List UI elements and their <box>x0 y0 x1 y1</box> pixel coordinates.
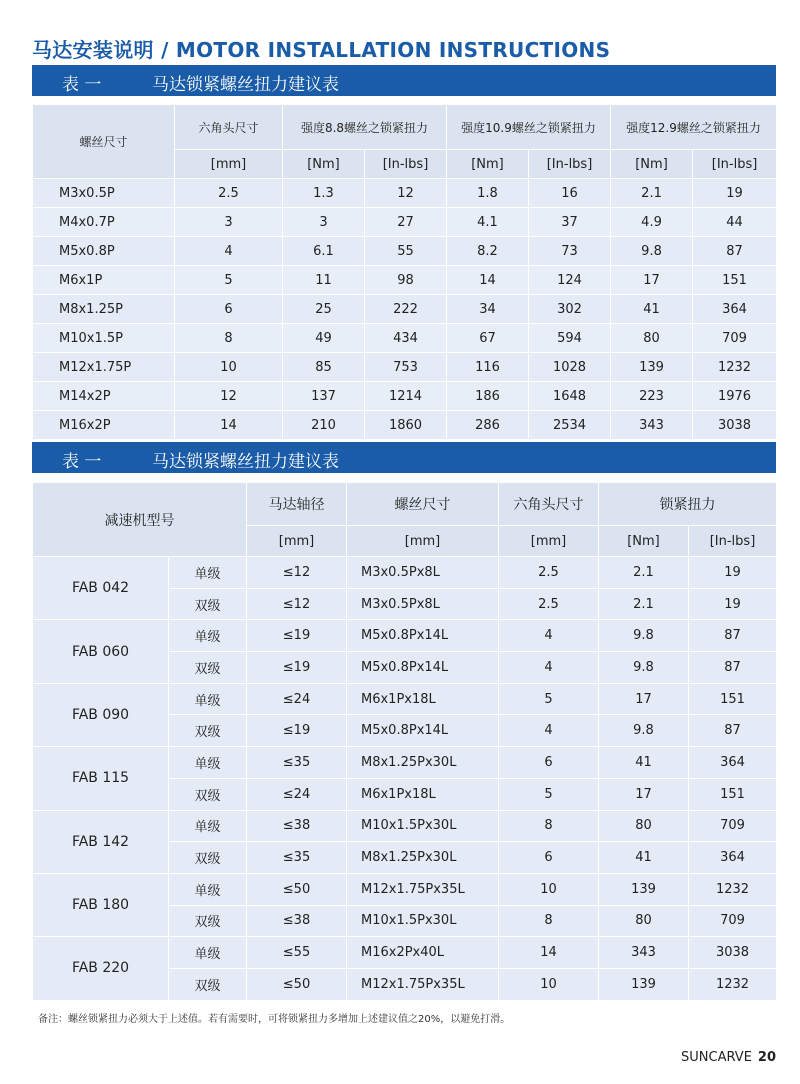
cell-grade-10-9-nm: 14 <box>447 266 529 295</box>
cell-grade-12-9-in-lbs: 1232 <box>693 353 777 382</box>
cell-torque-nm: 2.1 <box>599 557 689 589</box>
table-row <box>33 382 777 411</box>
cell-bolt-size: M3x0.5Px8L <box>347 557 499 589</box>
cell-grade-10-9-in-lbs: 594 <box>529 324 611 353</box>
cell-screw-size: M16x2P <box>33 411 175 440</box>
unit-nm: [Nm] <box>283 150 365 179</box>
cell-torque-nm: 80 <box>599 905 689 937</box>
cell-grade-8-8-in-lbs: 1214 <box>365 382 447 411</box>
cell-grade-12-9-in-lbs: 19 <box>693 179 777 208</box>
cell-hex-size: 10 <box>499 968 599 1000</box>
cell-stage: 双级 <box>169 968 247 1000</box>
unit-in-lbs: [In-lbs] <box>365 150 447 179</box>
cell-torque-in-lbs: 87 <box>689 652 777 684</box>
cell-torque-nm: 139 <box>599 873 689 905</box>
cell-grade-12-9-nm: 2.1 <box>611 179 693 208</box>
cell-grade-8-8-nm: 6.1 <box>283 237 365 266</box>
cell-torque-nm: 9.8 <box>599 652 689 684</box>
cell-hex-size: 8 <box>175 324 283 353</box>
cell-grade-12-9-nm: 223 <box>611 382 693 411</box>
cell-grade-10-9-in-lbs: 124 <box>529 266 611 295</box>
cell-motor-shaft: ≤38 <box>247 810 347 842</box>
cell-torque-nm: 2.1 <box>599 588 689 620</box>
cell-gearbox-model: FAB 220 <box>33 937 169 1000</box>
cell-grade-10-9-in-lbs: 302 <box>529 295 611 324</box>
cell-gearbox-model: FAB 042 <box>33 557 169 620</box>
cell-grade-10-9-nm: 67 <box>447 324 529 353</box>
cell-hex-size: 14 <box>499 937 599 969</box>
cell-grade-8-8-in-lbs: 12 <box>365 179 447 208</box>
cell-torque-in-lbs: 87 <box>689 715 777 747</box>
cell-grade-12-9-in-lbs: 364 <box>693 295 777 324</box>
cell-torque-in-lbs: 151 <box>689 683 777 715</box>
cell-grade-10-9-nm: 8.2 <box>447 237 529 266</box>
cell-grade-8-8-in-lbs: 1860 <box>365 411 447 440</box>
cell-bolt-size: M12x1.75Px35L <box>347 968 499 1000</box>
cell-hex-size: 4 <box>499 715 599 747</box>
cell-stage: 双级 <box>169 652 247 684</box>
cell-grade-8-8-nm: 3 <box>283 208 365 237</box>
table-row <box>33 208 777 237</box>
table-row <box>33 266 777 295</box>
cell-motor-shaft: ≤19 <box>247 652 347 684</box>
cell-bolt-size: M8x1.25Px30L <box>347 747 499 779</box>
cell-motor-shaft: ≤24 <box>247 778 347 810</box>
table-row <box>33 620 777 652</box>
cell-gearbox-model: FAB 090 <box>33 683 169 746</box>
cell-grade-8-8-in-lbs: 98 <box>365 266 447 295</box>
cell-torque-in-lbs: 1232 <box>689 968 777 1000</box>
cell-grade-12-9-nm: 80 <box>611 324 693 353</box>
cell-bolt-size: M16x2Px40L <box>347 937 499 969</box>
cell-bolt-size: M5x0.8Px14L <box>347 652 499 684</box>
cell-screw-size: M3x0.5P <box>33 179 175 208</box>
cell-motor-shaft: ≤55 <box>247 937 347 969</box>
cell-gearbox-model: FAB 060 <box>33 620 169 683</box>
cell-grade-8-8-nm: 137 <box>283 382 365 411</box>
cell-hex-size: 6 <box>499 842 599 874</box>
cell-motor-shaft: ≤12 <box>247 588 347 620</box>
cell-grade-12-9-nm: 4.9 <box>611 208 693 237</box>
cell-screw-size: M6x1P <box>33 266 175 295</box>
unit-in-lbs: [In-lbs] <box>689 526 777 557</box>
col-header-hex-size: 六角头尺寸 <box>499 483 599 526</box>
col-header-grade-12-9: 强度12.9螺丝之锁紧扭力 <box>611 105 777 150</box>
cell-grade-10-9-nm: 186 <box>447 382 529 411</box>
table-row <box>33 179 777 208</box>
cell-motor-shaft: ≤50 <box>247 968 347 1000</box>
cell-torque-nm: 17 <box>599 778 689 810</box>
cell-bolt-size: M5x0.8Px14L <box>347 620 499 652</box>
cell-grade-10-9-in-lbs: 1028 <box>529 353 611 382</box>
unit-nm: [Nm] <box>447 150 529 179</box>
cell-torque-in-lbs: 709 <box>689 810 777 842</box>
cell-grade-12-9-in-lbs: 3038 <box>693 411 777 440</box>
cell-motor-shaft: ≤19 <box>247 715 347 747</box>
cell-torque-in-lbs: 364 <box>689 842 777 874</box>
cell-bolt-size: M10x1.5Px30L <box>347 905 499 937</box>
unit-in-lbs: [In-lbs] <box>693 150 777 179</box>
cell-motor-shaft: ≤50 <box>247 873 347 905</box>
cell-stage: 双级 <box>169 905 247 937</box>
cell-hex-size: 6 <box>175 295 283 324</box>
page-number: 20 <box>757 1050 776 1065</box>
cell-grade-12-9-nm: 17 <box>611 266 693 295</box>
col-header-screw-size: 螺丝尺寸 <box>33 105 175 179</box>
page-footer <box>681 1050 776 1065</box>
cell-torque-in-lbs: 19 <box>689 588 777 620</box>
cell-grade-10-9-nm: 286 <box>447 411 529 440</box>
cell-stage: 双级 <box>169 715 247 747</box>
cell-gearbox-model: FAB 180 <box>33 873 169 936</box>
cell-bolt-size: M6x1Px18L <box>347 778 499 810</box>
cell-gearbox-model: FAB 142 <box>33 810 169 873</box>
cell-grade-12-9-nm: 343 <box>611 411 693 440</box>
cell-grade-10-9-nm: 1.8 <box>447 179 529 208</box>
cell-stage: 双级 <box>169 842 247 874</box>
cell-stage: 单级 <box>169 557 247 589</box>
cell-grade-12-9-in-lbs: 151 <box>693 266 777 295</box>
cell-stage: 双级 <box>169 778 247 810</box>
cell-grade-10-9-nm: 4.1 <box>447 208 529 237</box>
cell-screw-size: M5x0.8P <box>33 237 175 266</box>
cell-screw-size: M8x1.25P <box>33 295 175 324</box>
cell-hex-size: 5 <box>499 778 599 810</box>
unit-nm: [Nm] <box>599 526 689 557</box>
cell-grade-8-8-in-lbs: 222 <box>365 295 447 324</box>
cell-hex-size: 6 <box>499 747 599 779</box>
table-row <box>33 557 777 589</box>
cell-grade-12-9-in-lbs: 1976 <box>693 382 777 411</box>
cell-torque-nm: 343 <box>599 937 689 969</box>
col-header-torque: 锁紧扭力 <box>599 483 777 526</box>
table1-title-band <box>32 65 776 96</box>
cell-grade-10-9-nm: 34 <box>447 295 529 324</box>
cell-hex-size: 14 <box>175 411 283 440</box>
cell-torque-nm: 9.8 <box>599 620 689 652</box>
cell-hex-size: 12 <box>175 382 283 411</box>
cell-hex-size: 10 <box>499 873 599 905</box>
cell-hex-size: 4 <box>499 620 599 652</box>
cell-grade-8-8-nm: 11 <box>283 266 365 295</box>
cell-motor-shaft: ≤35 <box>247 842 347 874</box>
col-header-grade-10-9: 强度10.9螺丝之锁紧扭力 <box>447 105 611 150</box>
cell-grade-10-9-in-lbs: 73 <box>529 237 611 266</box>
cell-grade-8-8-in-lbs: 55 <box>365 237 447 266</box>
cell-screw-size: M4x0.7P <box>33 208 175 237</box>
cell-grade-8-8-nm: 1.3 <box>283 179 365 208</box>
cell-torque-in-lbs: 1232 <box>689 873 777 905</box>
cell-bolt-size: M3x0.5Px8L <box>347 588 499 620</box>
cell-grade-8-8-in-lbs: 27 <box>365 208 447 237</box>
cell-torque-in-lbs: 87 <box>689 620 777 652</box>
cell-hex-size: 10 <box>175 353 283 382</box>
cell-grade-10-9-in-lbs: 1648 <box>529 382 611 411</box>
cell-bolt-size: M6x1Px18L <box>347 683 499 715</box>
cell-grade-10-9-nm: 116 <box>447 353 529 382</box>
table-row <box>33 683 777 715</box>
cell-motor-shaft: ≤19 <box>247 620 347 652</box>
cell-stage: 双级 <box>169 588 247 620</box>
table-row <box>33 353 777 382</box>
cell-stage: 单级 <box>169 810 247 842</box>
gearbox-torque-table <box>32 482 777 1001</box>
cell-screw-size: M12x1.75P <box>33 353 175 382</box>
cell-gearbox-model: FAB 115 <box>33 747 169 810</box>
cell-stage: 单级 <box>169 683 247 715</box>
cell-torque-in-lbs: 709 <box>689 905 777 937</box>
cell-torque-nm: 41 <box>599 747 689 779</box>
cell-grade-10-9-in-lbs: 2534 <box>529 411 611 440</box>
cell-torque-in-lbs: 364 <box>689 747 777 779</box>
cell-grade-8-8-nm: 25 <box>283 295 365 324</box>
cell-stage: 单级 <box>169 873 247 905</box>
cell-motor-shaft: ≤24 <box>247 683 347 715</box>
cell-torque-nm: 80 <box>599 810 689 842</box>
cell-torque-in-lbs: 19 <box>689 557 777 589</box>
cell-screw-size: M14x2P <box>33 382 175 411</box>
cell-grade-8-8-nm: 210 <box>283 411 365 440</box>
cell-hex-size: 3 <box>175 208 283 237</box>
unit-mm: [mm] <box>247 526 347 557</box>
unit-nm: [Nm] <box>611 150 693 179</box>
cell-hex-size: 4 <box>175 237 283 266</box>
cell-torque-nm: 41 <box>599 842 689 874</box>
cell-grade-12-9-in-lbs: 709 <box>693 324 777 353</box>
table-row <box>33 810 777 842</box>
table1-title: 马达锁紧螺丝扭力建议表 <box>152 75 339 95</box>
cell-grade-10-9-in-lbs: 37 <box>529 208 611 237</box>
cell-bolt-size: M12x1.75Px35L <box>347 873 499 905</box>
table2-label: 表 一 <box>62 452 102 472</box>
col-header-bolt-size: 螺丝尺寸 <box>347 483 499 526</box>
table-row <box>33 295 777 324</box>
col-header-motor-shaft: 马达轴径 <box>247 483 347 526</box>
unit-mm: [mm] <box>347 526 499 557</box>
cell-grade-8-8-nm: 85 <box>283 353 365 382</box>
cell-hex-size: 2.5 <box>175 179 283 208</box>
cell-stage: 单级 <box>169 747 247 779</box>
cell-hex-size: 4 <box>499 652 599 684</box>
cell-grade-12-9-nm: 41 <box>611 295 693 324</box>
cell-grade-8-8-in-lbs: 434 <box>365 324 447 353</box>
table1-label: 表 一 <box>62 75 102 95</box>
brand-name: SUNCARVE <box>681 1050 752 1065</box>
table-row <box>33 747 777 779</box>
cell-stage: 单级 <box>169 620 247 652</box>
table-row <box>33 324 777 353</box>
table2-title-band <box>32 442 776 473</box>
table-row <box>33 237 777 266</box>
cell-hex-size: 5 <box>175 266 283 295</box>
cell-bolt-size: M10x1.5Px30L <box>347 810 499 842</box>
col-header-grade-8-8: 强度8.8螺丝之锁紧扭力 <box>283 105 447 150</box>
cell-torque-nm: 139 <box>599 968 689 1000</box>
cell-torque-nm: 9.8 <box>599 715 689 747</box>
cell-grade-8-8-in-lbs: 753 <box>365 353 447 382</box>
cell-screw-size: M10x1.5P <box>33 324 175 353</box>
cell-hex-size: 8 <box>499 810 599 842</box>
cell-torque-in-lbs: 151 <box>689 778 777 810</box>
cell-bolt-size: M5x0.8Px14L <box>347 715 499 747</box>
table2-title: 马达锁紧螺丝扭力建议表 <box>152 452 339 472</box>
cell-grade-12-9-in-lbs: 44 <box>693 208 777 237</box>
cell-motor-shaft: ≤38 <box>247 905 347 937</box>
cell-grade-12-9-nm: 9.8 <box>611 237 693 266</box>
unit-mm: [mm] <box>175 150 283 179</box>
cell-grade-12-9-nm: 139 <box>611 353 693 382</box>
unit-in-lbs: [In-lbs] <box>529 150 611 179</box>
cell-grade-10-9-in-lbs: 16 <box>529 179 611 208</box>
table-row <box>33 937 777 969</box>
table-row <box>33 411 777 440</box>
unit-mm: [mm] <box>499 526 599 557</box>
cell-grade-8-8-nm: 49 <box>283 324 365 353</box>
cell-motor-shaft: ≤12 <box>247 557 347 589</box>
cell-hex-size: 5 <box>499 683 599 715</box>
cell-hex-size: 2.5 <box>499 557 599 589</box>
cell-hex-size: 2.5 <box>499 588 599 620</box>
cell-torque-nm: 17 <box>599 683 689 715</box>
cell-bolt-size: M8x1.25Px30L <box>347 842 499 874</box>
table-row <box>33 873 777 905</box>
cell-hex-size: 8 <box>499 905 599 937</box>
bolt-torque-table <box>32 104 777 440</box>
col-header-hex-size: 六角头尺寸 <box>175 105 283 150</box>
footnote: 备注：螺丝锁紧扭力必须大于上述值。若有需要时，可将锁紧扭力多增加上述建议值之20%，以避免打滑。 <box>38 1014 511 1025</box>
col-header-gearbox-model: 减速机型号 <box>33 483 247 557</box>
page-title: 马达安装说明 / MOTOR INSTALLATION INSTRUCTIONS <box>32 38 611 62</box>
cell-torque-in-lbs: 3038 <box>689 937 777 969</box>
cell-stage: 单级 <box>169 937 247 969</box>
cell-grade-12-9-in-lbs: 87 <box>693 237 777 266</box>
cell-motor-shaft: ≤35 <box>247 747 347 779</box>
